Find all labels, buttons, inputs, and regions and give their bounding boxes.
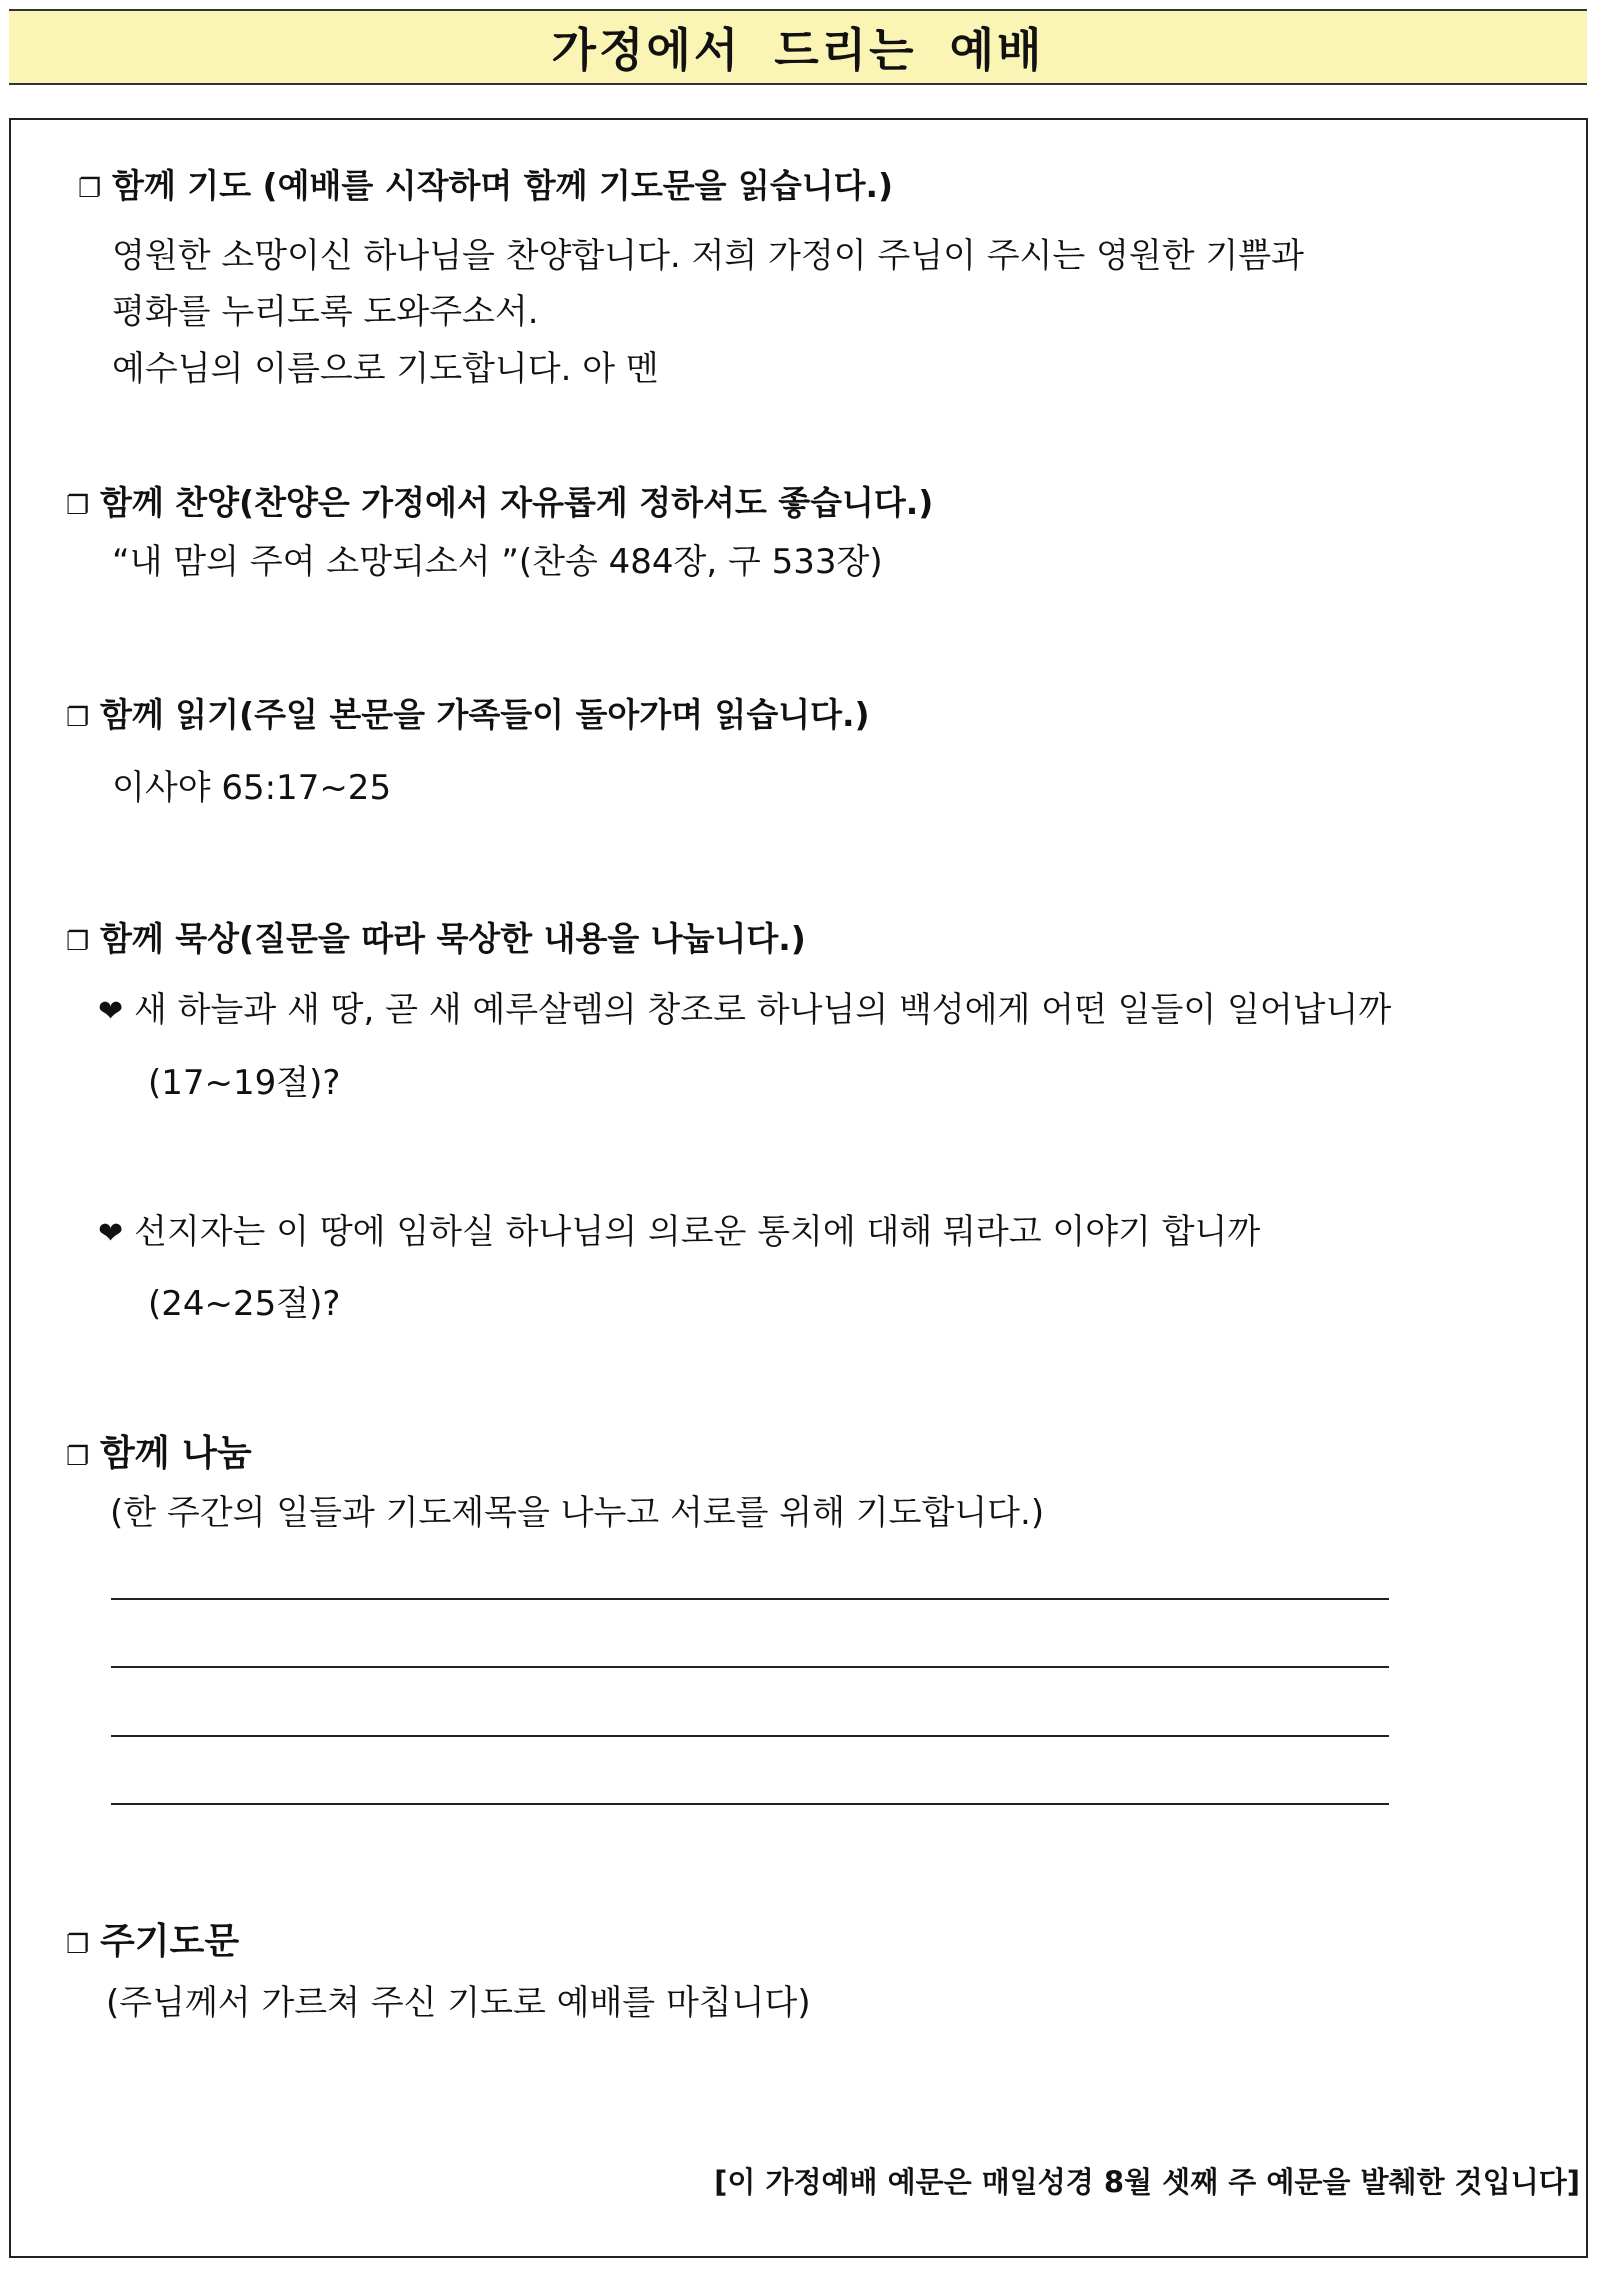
lords-prayer-heading [66,1913,239,1964]
reading-heading-text: 함께 읽기(주일 본문을 가족들이 돌아가며 읽습니다.) [100,695,870,734]
reading-line: 이사야 65:17~25 [112,768,392,808]
checkbox-icon: ❐ [66,1442,90,1472]
writing-line-2 [111,1666,1389,1668]
reading-heading [66,689,870,736]
checkbox-icon: ❐ [66,491,90,521]
heart-icon: ❤ [98,994,124,1029]
writing-line-4 [111,1803,1389,1805]
question-2-text: 선지자는 이 땅에 임하실 하나님의 의로운 통치에 대해 뭐라고 이야기 합니까 [134,1212,1261,1252]
meditation-question-2 [98,1204,1260,1253]
checkbox-icon: ❐ [78,174,102,204]
praise-heading [66,477,933,524]
sharing-heading [66,1425,252,1476]
prayer-heading-text: 함께 기도 (예배를 시작하며 함께 기도문을 읽습니다.) [112,166,894,205]
prayer-line-1: 영원한 소망이신 하나님을 찬양합니다. 저희 가정이 주님이 주시는 영원한 기쁨과 [112,236,1304,276]
sharing-line: (한 주간의 일들과 기도제목을 나누고 서로를 위해 기도합니다.) [110,1493,1045,1533]
question-1-text: 새 하늘과 새 땅, 곧 새 예루살렘의 창조로 하나님의 백성에게 어떤 일들이 일어납니까 [134,990,1392,1030]
checkbox-icon: ❐ [66,1930,90,1960]
lords-prayer-line: (주님께서 가르쳐 주신 기도로 예배를 마칩니다) [106,1983,811,2023]
meditation-question-1 [98,982,1391,1031]
prayer-heading [78,160,893,207]
praise-line: “내 맘의 주여 소망되소서 ”(찬송 484장, 구 533장) [112,542,883,582]
meditation-question-1-ref: (17~19절)? [148,1063,341,1103]
meditation-heading-text: 함께 묵상(질문을 따라 묵상한 내용을 나눕니다.) [100,919,806,958]
praise-heading-text: 함께 찬양(찬양은 가정에서 자유롭게 정하셔도 좋습니다.) [100,483,934,522]
title-bar [9,9,1587,85]
worship-frame [9,118,1588,2258]
prayer-line-2: 평화를 누리도록 도와주소서. [112,292,539,332]
meditation-heading [66,913,806,960]
source-note: [이 가정예배 예문은 매일성경 8월 셋째 주 예문을 발췌한 것입니다] [714,2165,1580,2199]
writing-line-1 [111,1598,1389,1600]
lords-prayer-heading-text: 주기도문 [100,1921,240,1962]
prayer-line-3: 예수님의 이름으로 기도합니다. 아 멘 [112,349,659,389]
meditation-question-2-ref: (24~25절)? [148,1284,341,1324]
writing-line-3 [111,1735,1389,1737]
page-title: 가정에서 드리는 예배 [551,23,1045,77]
heart-icon: ❤ [98,1216,124,1251]
checkbox-icon: ❐ [66,927,90,957]
sharing-heading-text: 함께 나눔 [100,1433,252,1474]
checkbox-icon: ❐ [66,703,90,733]
